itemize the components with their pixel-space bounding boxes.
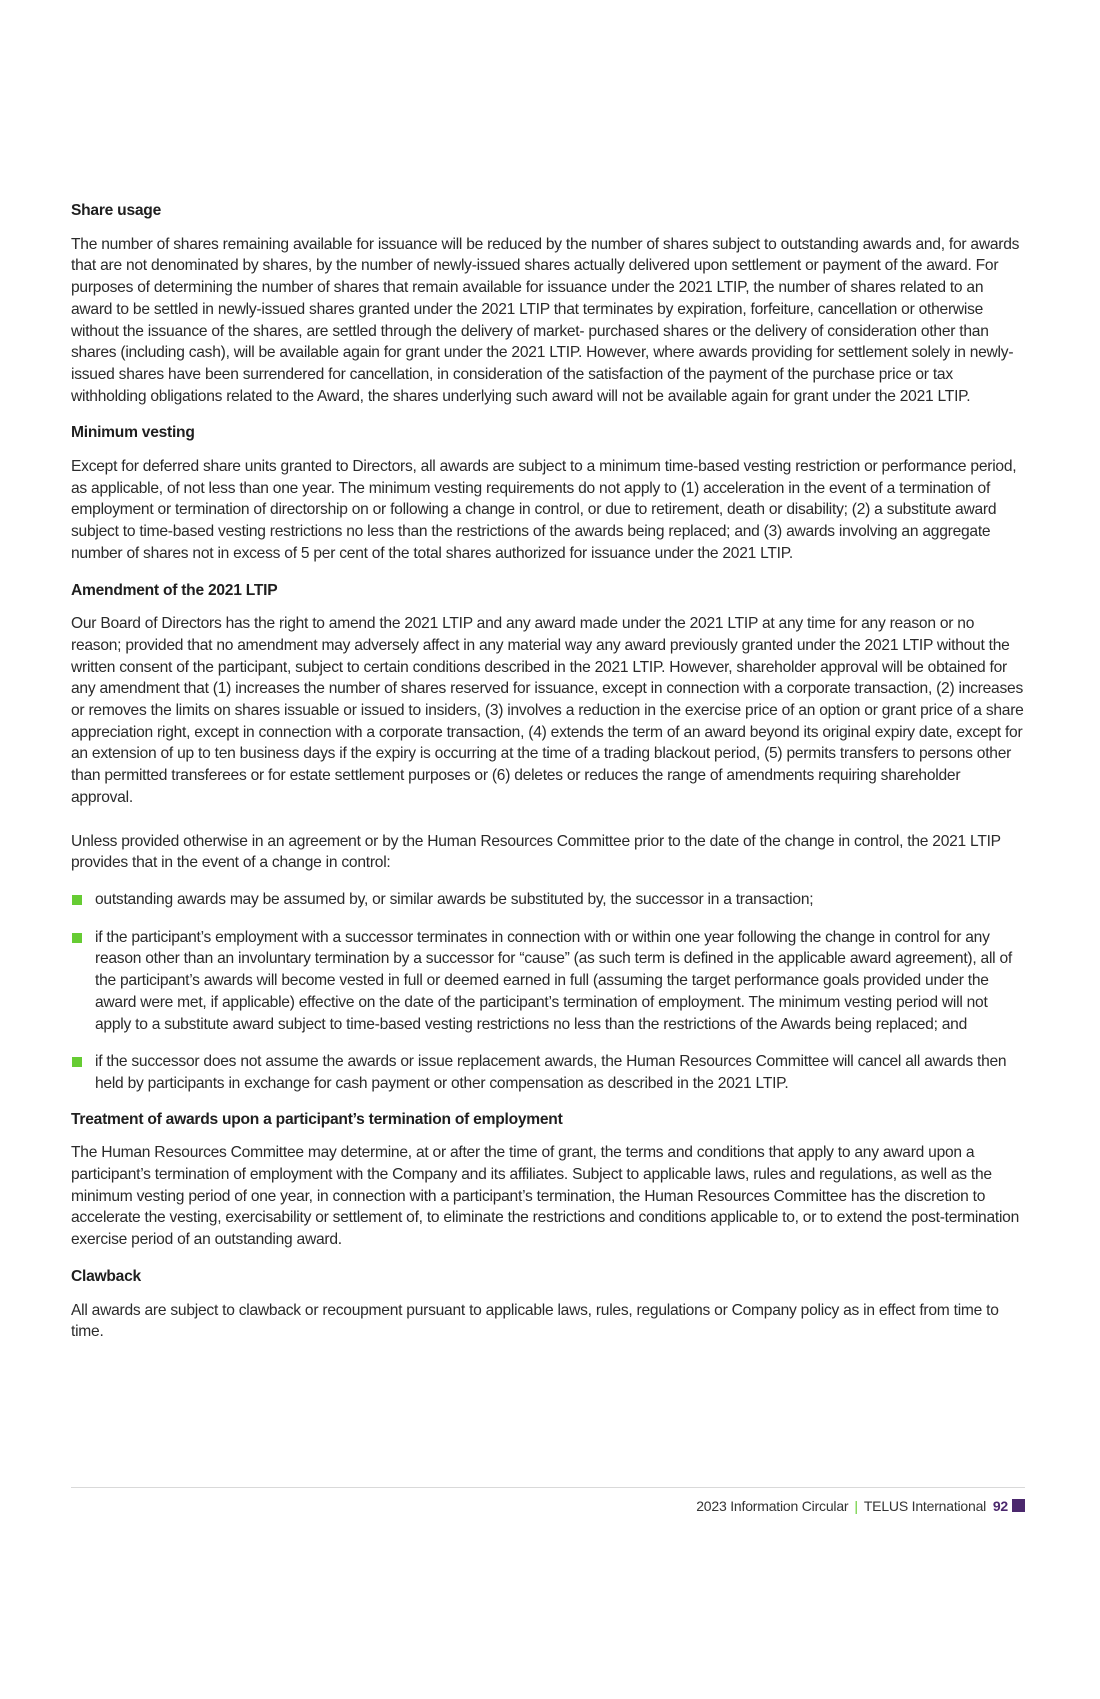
amendment-paragraph: Our Board of Directors has the right to amend the 2021 LTIP and any award made under the 2021 LTIP at any time for any reason or no reason; provided that no amendment may adversely affect in any material way any award previously granted under the 2021 LTIP without the written consent of the participant, subject to certain conditions described in the 2021 LTIP. However, shareholder approval will be obtained for any amendment that (1) increases the number of shares reserved for issuance, except in connection with a corporate transaction, (2) increases or removes the limits on shares issuable or issued to insiders, (3) involves a reduction in the exercise price of an option or grant price of a share appreciation right, except in connection with a corporate transaction, (4) extends the term of an award beyond its original expiry date, except for an extension of up to ten business days if the expiry is occurring at the time of a trading blackout period, (5) permits transfers to persons other than permitted transferees or for estate settlement purposes or (6) deletes or reduces the range of amendments requiring shareholder approval. <box>71 615 1024 806</box>
section-heading-amendment: Amendment of the 2021 LTIP <box>71 581 278 599</box>
footer-company-name: TELUS International <box>863 1498 987 1514</box>
footer-separator: | <box>854 1498 858 1514</box>
section-heading-minimum-vesting: Minimum vesting <box>71 424 195 442</box>
list-item-text: if the successor does not assume the awards or issue replacement awards, the Human Resources Committee will cancel all awards then held by participants in exchange for cash payment or other compensation as described in the 2021 LTIP. <box>95 1053 1007 1092</box>
clawback-paragraph: All awards are subject to clawback or recoupment pursuant to applicable laws, rules, regulations or Company policy as in effect from time to time. <box>71 1301 999 1341</box>
list-item <box>71 889 1025 911</box>
list-item <box>71 927 1025 1036</box>
page-footer <box>696 1497 1025 1515</box>
change-control-intro-paragraph: Unless provided otherwise in an agreement or by the Human Resources Committee prior to the date of the change in control, the 2021 LTIP provides that in the event of a change in control: <box>71 832 1001 872</box>
page-marker-square-icon <box>1012 1499 1025 1512</box>
minimum-vesting-paragraph: Except for deferred share units granted to Directors, all awards are subject to a minimum time-based vesting restriction or performance period, as applicable, of not less than one year. The minimum vesting requirements do not apply to (1) acceleration in the event of a termination of employment or termination of directorship on or following a change in control, or due to retirement, death or disability; (2) a substitute award subject to time-based vesting restrictions no less than the restrictions of the awards being replaced; and (3) awards involving an aggregate number of shares not in excess of 5 per cent of the total shares authorized for issuance under the 2021 LTIP. <box>71 458 1017 562</box>
share-usage-paragraph: The number of shares remaining available for issuance will be reduced by the number of shares subject to outstanding awards and, for awards that are not denominated by shares, by the number of newly-issued shares actually delivered upon settlement or payment of the award. For purposes of determining the number of shares that remain available for issuance under the 2021 LTIP, the number of shares related to an award to be settled in newly-issued shares granted under the 2021 LTIP that terminates by expiration, forfeiture, cancellation or otherwise without the issuance of the shares, are settled through the delivery of market- purchased shares or the delivery of consideration other than shares (including cash), will be available again for grant under the 2021 LTIP. However, where awards providing for settlement solely in newly-issued shares have been surrendered for cancellation, in consideration of the satisfaction of the payment of the purchase price or tax withholding obligations related to the Award, the shares underlying such award will not be available again for grant under the 2021 LTIP. <box>71 235 1020 405</box>
footer-divider <box>71 1487 1025 1488</box>
section-heading-clawback: Clawback <box>71 1267 141 1285</box>
list-item-text: if the participant’s employment with a successor terminates in connection with or within one year following the change in control for any reason other than an involuntary termination by a successor for “cause” (as such term is defined in the applicable award agreement), all of the participant’s awards will become vested in full or deemed earned in full (assuming the target performance goals provided under the award were met, if applicable) effective on the date of the participant’s termination of employment. The minimum vesting period will not apply to a substitute award subject to time-based vesting restrictions no less than the restrictions of the Awards being replaced; and <box>95 928 1012 1033</box>
page-number: 92 <box>992 1498 1008 1514</box>
termination-paragraph: The Human Resources Committee may determine, at or after the time of grant, the terms and conditions that apply to any award upon a participant’s termination of employment with the Company and its affiliates. Subject to applicable laws, rules and regulations, as well as the minimum vesting period of one year, in connection with a participant’s termination, the Human Resources Committee has the discretion to accelerate the vesting, exercisability or settlement of, to eliminate the restrictions and conditions applicable to, or to extend the post-termination exercise period of an outstanding award. <box>71 1144 1020 1249</box>
section-heading-termination: Treatment of awards upon a participant’s termination of employment <box>71 1110 563 1128</box>
list-item-text: outstanding awards may be assumed by, or similar awards be substituted by, the successor in a transaction; <box>95 890 814 908</box>
bullet-square-icon <box>72 933 82 943</box>
section-heading-share-usage: Share usage <box>71 202 161 219</box>
change-control-bullet-list <box>71 889 1025 1095</box>
footer-publication-title: 2023 Information Circular <box>696 1498 849 1514</box>
document-body <box>71 200 1025 1358</box>
bullet-square-icon <box>72 1057 82 1067</box>
bullet-square-icon <box>72 895 82 905</box>
list-item <box>71 1051 1025 1094</box>
